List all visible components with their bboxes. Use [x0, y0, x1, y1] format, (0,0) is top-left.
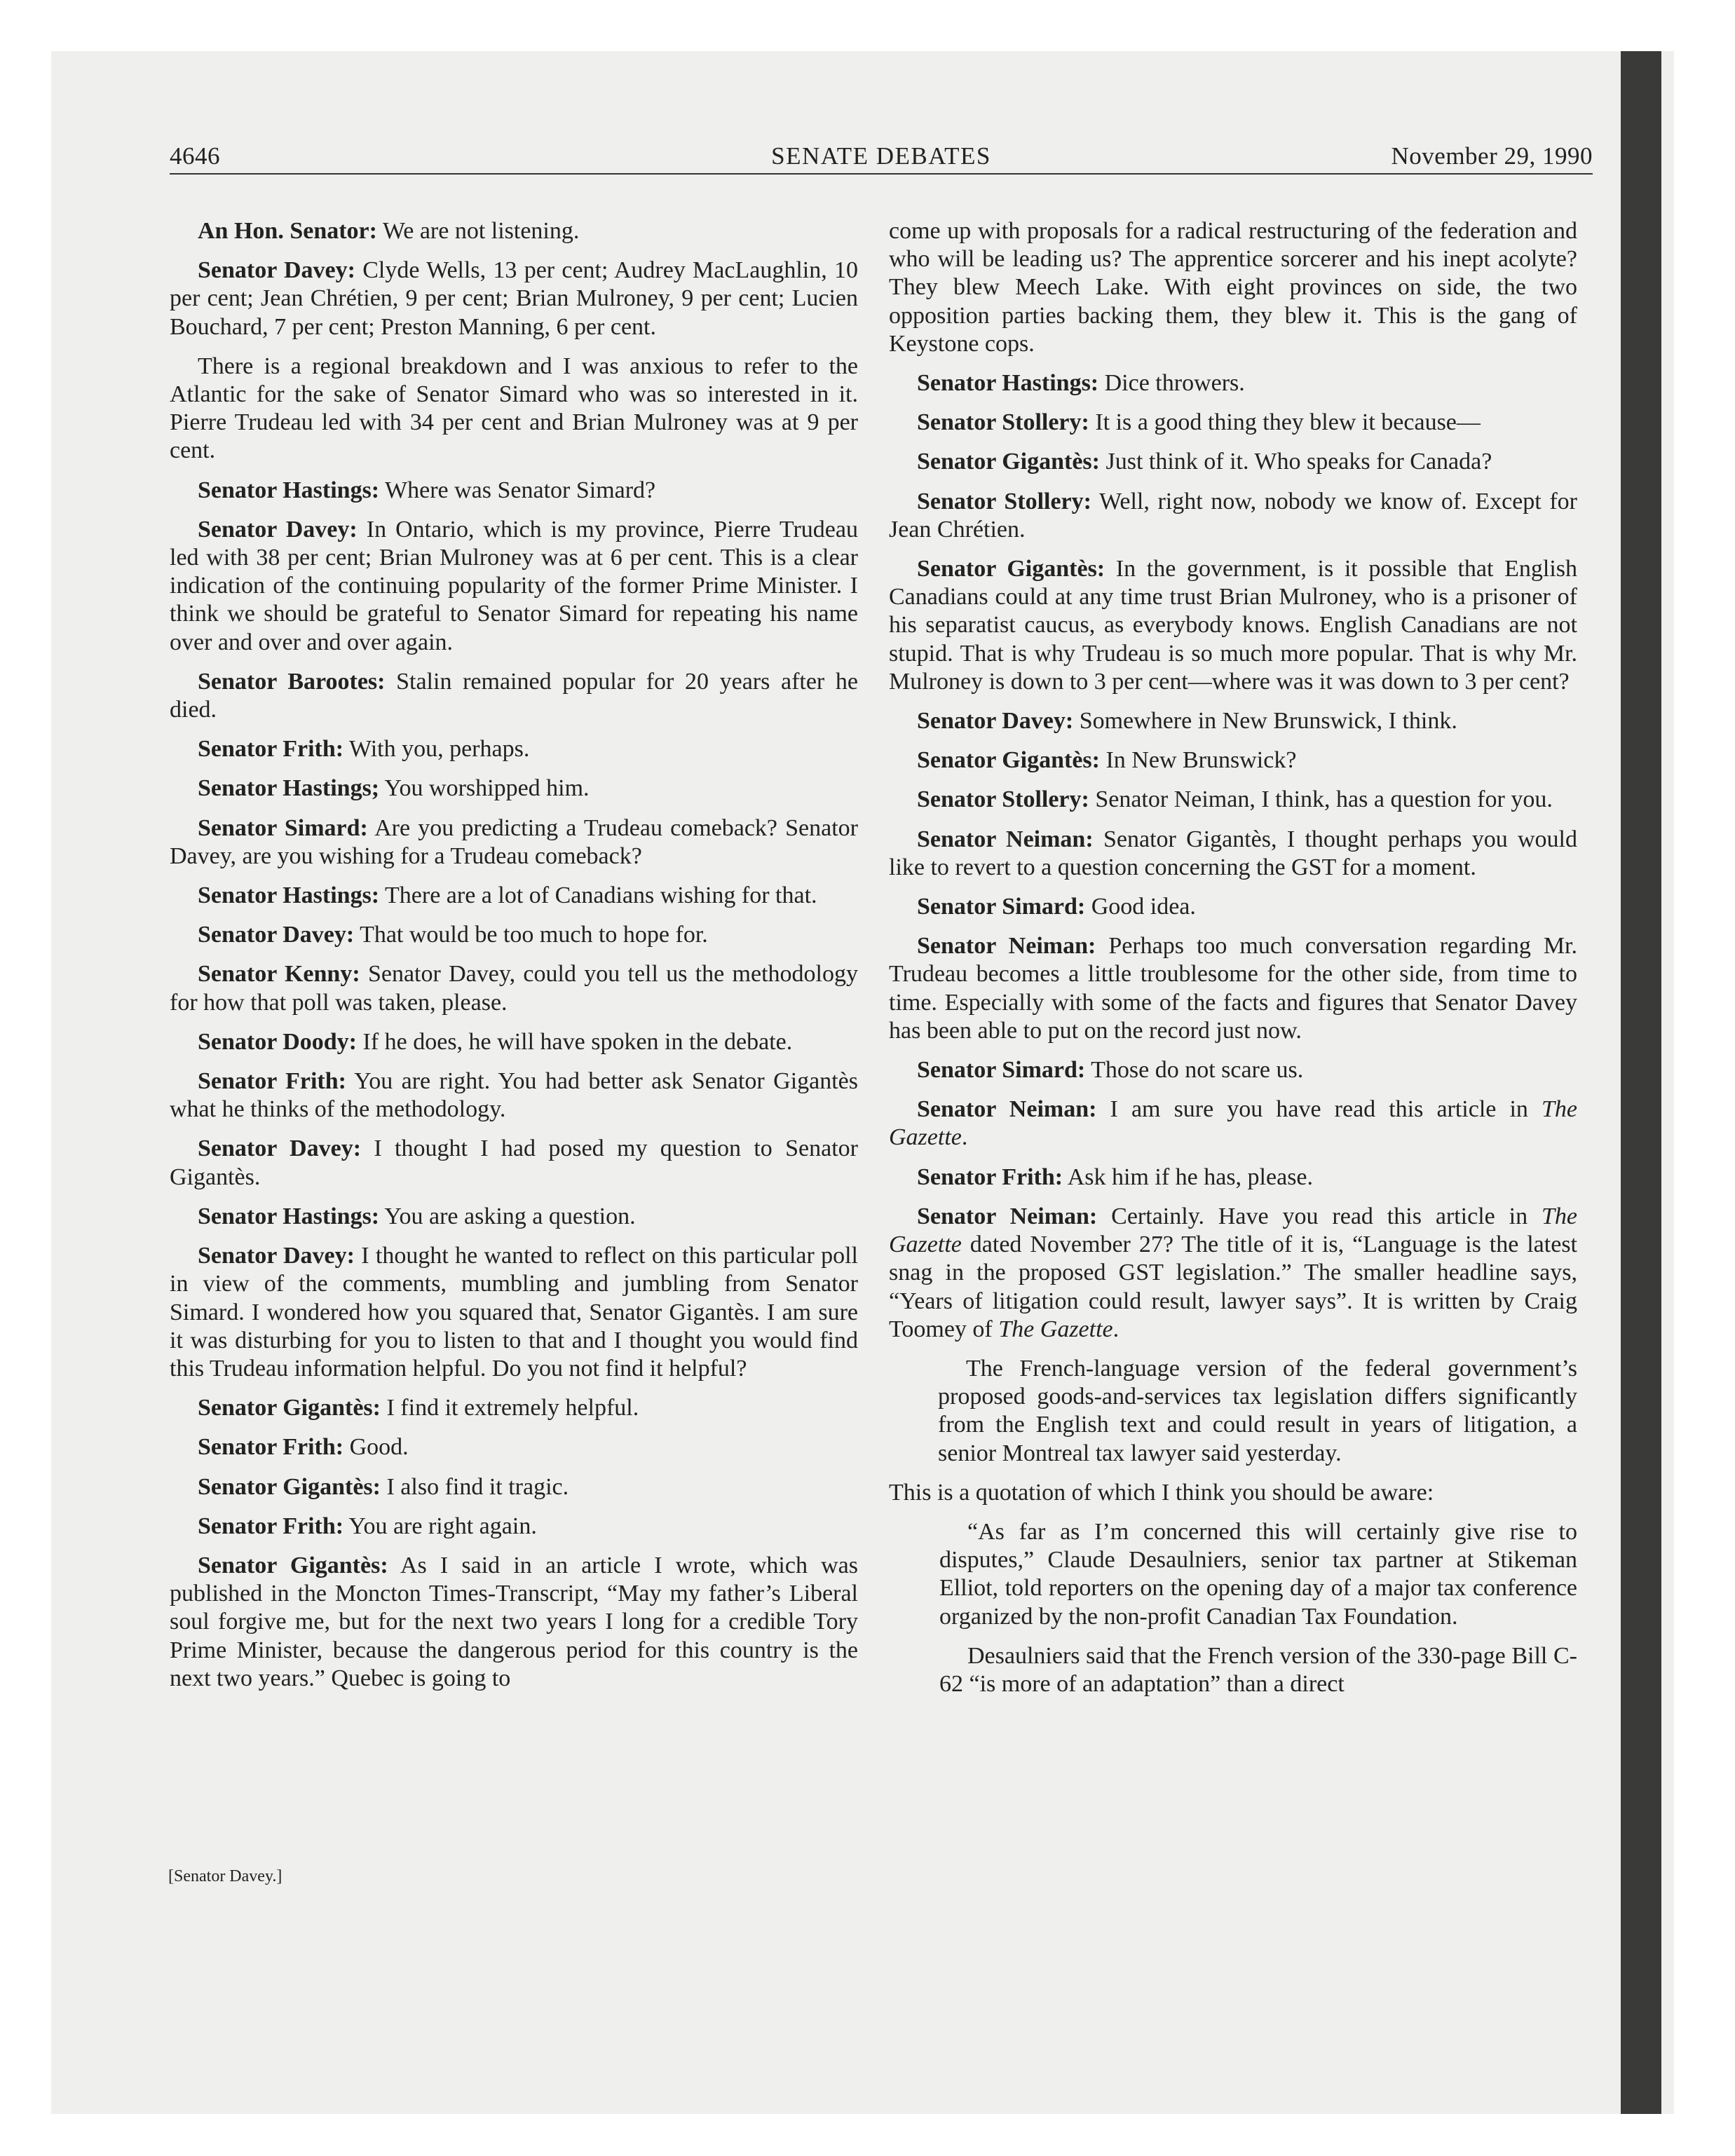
- speaker-name: Senator Davey:: [198, 922, 355, 948]
- speaker-name: Senator Frith:: [198, 736, 344, 763]
- speech-text: There are a lot of Canadians wishing for that.: [379, 882, 817, 909]
- paragraph: [889, 1203, 1577, 1344]
- speech-text: Somewhere in New Brunswick, I think.: [1073, 708, 1457, 735]
- speech-text: I thought he wanted to reflect on this particular poll in view of the comments, mumbling and jumbling from Senator Simard. I wondered how you squared that, Senator Gigantès. I am sure it was disturbing for you to listen to that and I thought you would find this Trudeau information helpful. Do you not find it helpful?: [170, 1243, 858, 1381]
- speech-text: Dice throwers.: [1098, 370, 1245, 397]
- paragraph: [170, 1394, 858, 1422]
- paragraph: [889, 746, 1577, 775]
- paragraph: [889, 369, 1577, 397]
- running-header: [170, 139, 1593, 174]
- paragraph: [889, 932, 1577, 1045]
- speaker-name: Senator Simard:: [917, 894, 1086, 920]
- speech-text: Those do not scare us.: [1085, 1057, 1304, 1084]
- speech-text: With you, perhaps.: [343, 736, 530, 763]
- paragraph: [889, 786, 1577, 814]
- speech-text: Perhaps too much conversation regarding Mr. Trudeau becomes a little troublesome for the other side, from time to time. Especially with some of the facts and figures that Senator Davey has been able to put on the record just now.: [889, 933, 1578, 1044]
- speaker-name: Senator Hastings:: [917, 370, 1099, 397]
- paragraph: [170, 775, 858, 803]
- paragraph: [889, 1479, 1577, 1507]
- speech-text: Senator Davey, could you tell us the methodology for how that poll was taken, please.: [170, 961, 858, 1016]
- paragraph: [889, 1056, 1577, 1084]
- speech-text: In New Brunswick?: [1099, 747, 1297, 774]
- speaker-name: Senator Gigantès:: [917, 556, 1105, 582]
- publication-name: The Gazette: [889, 1203, 1578, 1258]
- paragraph: [889, 826, 1577, 882]
- speech-text: It is a good thing they blew it because—: [1089, 409, 1481, 436]
- speaker-name: Senator Davey:: [198, 1243, 355, 1269]
- speech-text: You worshipped him.: [379, 775, 590, 802]
- speaker-name: Senator Neiman:: [917, 826, 1094, 852]
- paragraph: [889, 893, 1577, 921]
- paragraph: [170, 1028, 858, 1056]
- speech-text: .: [961, 1124, 968, 1151]
- speaker-name: Senator Davey:: [198, 516, 358, 543]
- paragraph: [170, 814, 858, 871]
- scan-edge-shadow: [1621, 51, 1661, 2114]
- speaker-name: Senator Gigantès:: [198, 1473, 381, 1500]
- speech-text: come up with proposals for a radical restructuring of the federation and who will be leading us? The apprentice sorcerer and his inept acolyte? They blew Meech Lake. With eight provinces on side, the two opposition parties backing them, they blew it. This is the gang of Keystone cops.: [889, 218, 1577, 357]
- paragraph: [170, 1135, 858, 1191]
- right-column: [889, 217, 1577, 1710]
- paragraph: [889, 1164, 1577, 1192]
- speaker-name: Senator Stollery:: [917, 786, 1089, 813]
- paragraph: [889, 555, 1577, 696]
- paragraph: [170, 1433, 858, 1461]
- paragraph: [170, 257, 858, 341]
- speech-text: .: [1113, 1316, 1120, 1342]
- speech-text: Good idea.: [1085, 894, 1196, 920]
- speech-text: I thought I had posed my question to Senator Gigantès.: [170, 1135, 858, 1190]
- paragraph: [170, 1203, 858, 1231]
- speaker-name: Senator Frith:: [917, 1164, 1063, 1190]
- paragraph: [170, 1067, 858, 1124]
- speaker-name: Senator Gigantès:: [198, 1552, 388, 1578]
- paragraph: [889, 488, 1577, 544]
- speaker-name: Senator Neiman:: [917, 933, 1096, 960]
- speaker-name: An Hon. Senator:: [198, 218, 377, 244]
- speech-text: We are not listening.: [376, 218, 580, 244]
- speech-text: Just think of it. Who speaks for Canada?: [1099, 449, 1492, 475]
- paragraph: [170, 353, 858, 465]
- paragraph: [889, 707, 1577, 735]
- speech-text: You are right. You had better ask Senator Gigantès what he thinks of the methodology.: [170, 1068, 858, 1123]
- speech-text: Are you predicting a Trudeau comeback? Senator Davey, are you wishing for a Trudeau comeback?: [170, 814, 858, 869]
- quote-text: “As far as I’m concerned this will certainly give rise to disputes,” Claude Desaulniers, senior tax partner at Stikeman Elliot, told reporters on the opening day of a major tax conference organized by the non-profit Canadian Tax Foundation.: [939, 1518, 1577, 1630]
- speech-text: Senator Gigantès, I thought perhaps you would like to revert to a question concerning the GST for a moment.: [889, 826, 1578, 880]
- paragraph: [170, 1513, 858, 1541]
- speech-text: Stalin remained popular for 20 years after he died.: [170, 668, 858, 723]
- speaker-name: Senator Frith:: [198, 1513, 344, 1539]
- paragraph: [170, 1473, 858, 1501]
- paragraph: [170, 668, 858, 724]
- speech-text: This is a quotation of which I think you should be aware:: [889, 1479, 1434, 1506]
- paragraph: [170, 882, 858, 910]
- speech-text: There is a regional breakdown and I was anxious to refer to the Atlantic for the sake of Senator Simard who was so interested in it. Pierre Trudeau led with 34 per cent and Brian Mulroney was at 9 per cent.: [170, 353, 858, 464]
- speaker-footnote: [Senator Davey.]: [168, 1867, 283, 1885]
- publication-name: The Gazette: [998, 1316, 1113, 1342]
- speech-text: I find it extremely helpful.: [380, 1395, 639, 1421]
- speaker-name: Senator Kenny:: [198, 961, 360, 988]
- left-column: [170, 217, 858, 1704]
- paragraph: [889, 409, 1577, 437]
- speaker-name: Senator Hastings;: [198, 775, 380, 802]
- paragraph: [889, 1096, 1577, 1152]
- paragraph: [889, 217, 1577, 358]
- speaker-name: Senator Gigantès:: [917, 449, 1100, 475]
- block-quote: [889, 1355, 1577, 1468]
- speaker-name: Senator Stollery:: [917, 409, 1089, 436]
- paragraph: [170, 217, 858, 245]
- speaker-name: Senator Gigantès:: [198, 1395, 381, 1421]
- speech-text: As I said in an article I wrote, which was published in the Moncton Times-Transcript, “May my father’s Liberal soul forgive me, but for the next two years I long for a credible Tory Prime Minister, because the dangerous period for this country is the next two years.” Quebec is going to: [170, 1552, 858, 1691]
- speech-text: Senator Neiman, I think, has a question for you.: [1089, 786, 1553, 813]
- speaker-name: Senator Davey:: [198, 257, 355, 284]
- paragraph: [170, 1242, 858, 1383]
- speech-text: You are asking a question.: [379, 1203, 636, 1229]
- paragraph: [170, 960, 858, 1016]
- speech-text: Where was Senator Simard?: [379, 477, 656, 503]
- paragraph: [170, 516, 858, 657]
- speech-text: Clyde Wells, 13 per cent; Audrey MacLaughlin, 10 per cent; Jean Chrétien, 9 per cent; Brian Mulroney, 9 per cent; Lucien Bouchard, 7 per cent; Preston Manning, 6 per cent.: [170, 257, 858, 340]
- paragraph: [170, 477, 858, 505]
- speaker-name: Senator Gigantès:: [917, 747, 1100, 774]
- block-quote: [889, 1518, 1577, 1631]
- speaker-name: Senator Neiman:: [917, 1203, 1098, 1229]
- speech-text: In the government, is it possible that English Canadians could at any time trust Brian Mulroney, who is a prisoner of his separatist caucus, as everybody knows. English Canadians are not stupid. That is why Trudeau is so much more popular. That is why Mr. Mulroney is down to 3 per cent—where was it was down to 3 per cent?: [889, 556, 1577, 695]
- issue-date: November 29, 1990: [1391, 142, 1593, 170]
- speech-text: Certainly. Have you read this article in: [1097, 1203, 1542, 1229]
- speech-text: I also find it tragic.: [380, 1473, 569, 1500]
- speech-text: Well, right now, nobody we know of. Except for Jean Chrétien.: [889, 488, 1577, 543]
- paragraph: [170, 1552, 858, 1693]
- header-rule: [170, 173, 1593, 175]
- speaker-name: Senator Doody:: [198, 1028, 357, 1055]
- speaker-name: Senator Stollery:: [917, 488, 1091, 514]
- speaker-name: Senator Frith:: [198, 1068, 346, 1095]
- paragraph: [170, 921, 858, 949]
- speaker-name: Senator Davey:: [917, 708, 1074, 735]
- quote-text: Desaulniers said that the French version of the 330-page Bill C-62 “is more of an adaptation” than a direct: [939, 1642, 1577, 1697]
- speech-text: I am sure you have read this article in: [1096, 1096, 1542, 1123]
- speaker-name: Senator Hastings:: [198, 477, 380, 503]
- speech-text: Ask him if he has, please.: [1063, 1164, 1314, 1190]
- block-quote: [889, 1642, 1577, 1698]
- paragraph: [889, 448, 1577, 476]
- speech-text: dated November 27? The title of it is, “Language is the latest snag in the proposed GST legislation.” The smaller headline says, “Years of litigation could result, lawyer says”. It is written by Craig Toomey of: [889, 1231, 1577, 1342]
- speech-text: In Ontario, which is my province, Pierre Trudeau led with 38 per cent; Brian Mulroney was at 6 per cent. This is a clear indication of the continuing popularity of the former Prime Minister. I think we should be grateful to Senator Simard for repeating his name over and over and over again.: [170, 516, 858, 655]
- speaker-name: Senator Frith:: [198, 1434, 344, 1461]
- paragraph: [170, 735, 858, 763]
- speaker-name: Senator Simard:: [198, 814, 368, 841]
- publication-title: SENATE DEBATES: [771, 142, 991, 170]
- speech-text: That would be too much to hope for.: [354, 922, 708, 948]
- publication-name: The Gazette: [889, 1096, 1577, 1151]
- page-number: 4646: [170, 142, 220, 170]
- speech-text: Good.: [343, 1434, 409, 1461]
- quote-text: The French-language version of the federal government’s proposed goods-and-services tax legislation differs significantly from the English text and could result in years of litigation, a senior Montreal tax lawyer said yesterday.: [938, 1355, 1577, 1466]
- speech-text: You are right again.: [343, 1513, 537, 1539]
- speaker-name: Senator Davey:: [198, 1135, 362, 1162]
- speech-text: If he does, he will have spoken in the debate.: [357, 1028, 793, 1055]
- speaker-name: Senator Hastings:: [198, 1203, 380, 1229]
- speaker-name: Senator Barootes:: [198, 668, 386, 695]
- speaker-name: Senator Hastings:: [198, 882, 380, 909]
- speaker-name: Senator Simard:: [917, 1057, 1086, 1084]
- speaker-name: Senator Neiman:: [917, 1096, 1097, 1123]
